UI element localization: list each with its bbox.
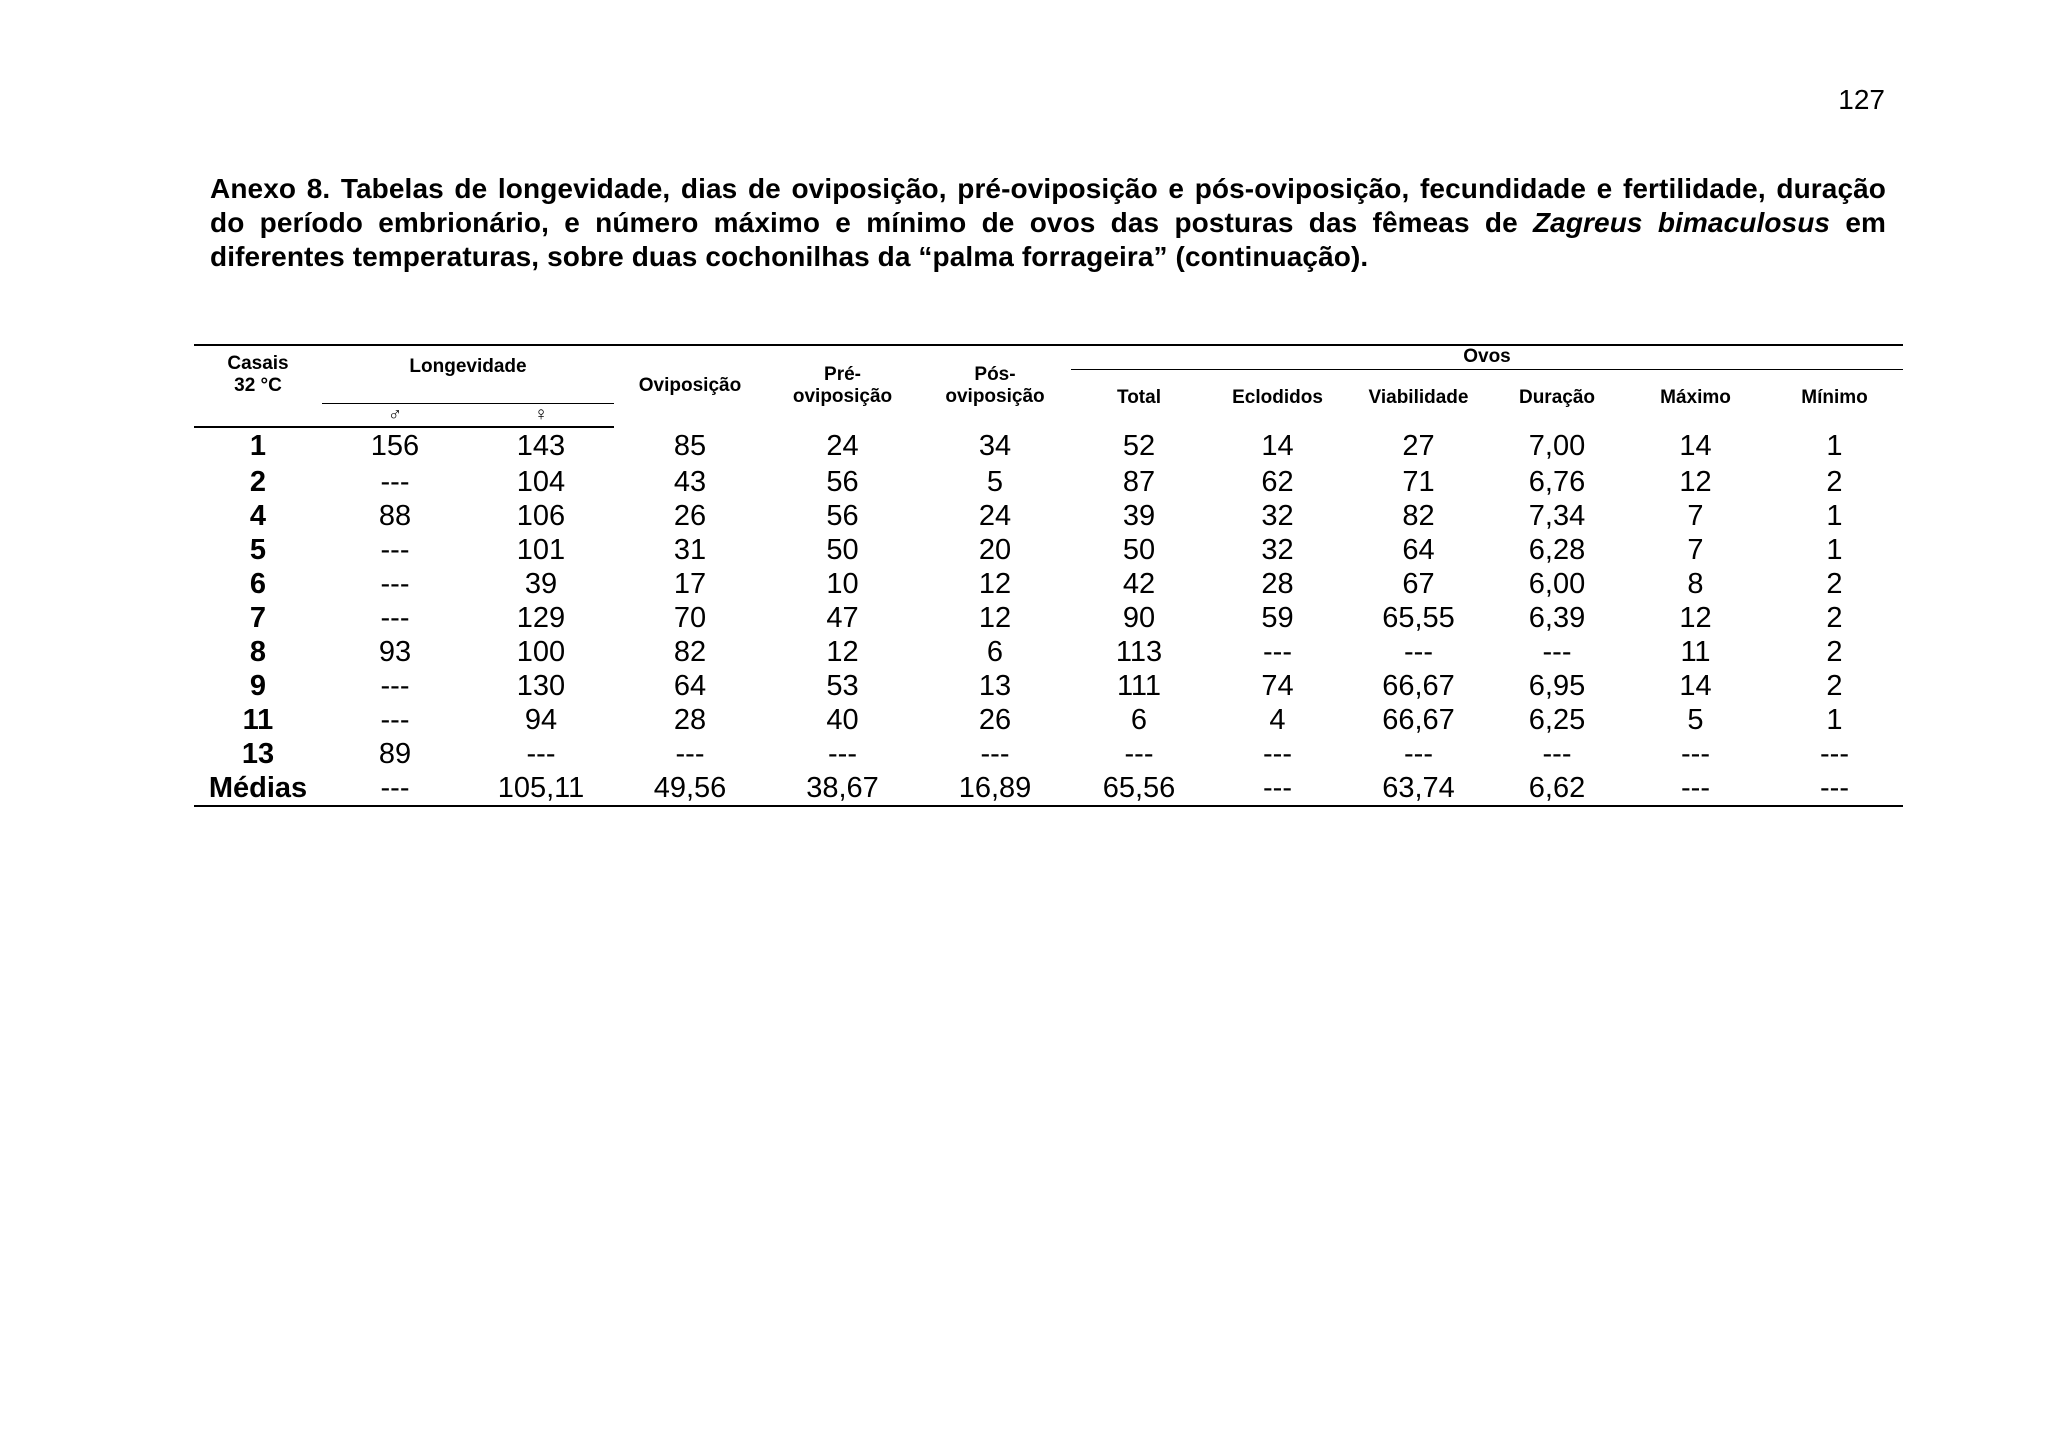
cell-pos-oviposicao: 12 — [978, 567, 1012, 600]
table-row — [194, 499, 1903, 533]
cell-pre-oviposicao: 40 — [826, 703, 859, 736]
cell-maximo: 11 — [1680, 635, 1711, 668]
cell-viabilidade: --- — [1404, 635, 1433, 668]
header-pre-line2: oviposição — [792, 386, 893, 408]
cell-minimo: 2 — [1826, 567, 1843, 600]
cell-pre-oviposicao: 47 — [826, 601, 859, 634]
cell-casal: Médias — [194, 771, 322, 806]
cell-maximo: 12 — [1679, 601, 1712, 634]
cell-ovos-total: 6 — [1130, 703, 1148, 736]
cell-longevidade-femea: 100 — [516, 635, 566, 668]
table-row — [194, 567, 1903, 601]
cell-pre-oviposicao: 24 — [826, 429, 859, 462]
table-row — [194, 635, 1903, 669]
cell-viabilidade: 27 — [1402, 429, 1435, 462]
cell-ovos-total: 52 — [1122, 429, 1156, 462]
table-row — [194, 669, 1903, 703]
table-row — [194, 771, 1903, 806]
cell-viabilidade: 63,74 — [1348, 771, 1489, 806]
cell-duracao: --- — [1542, 635, 1572, 668]
cell-casal: 2 — [249, 465, 267, 498]
cell-minimo: --- — [1820, 737, 1849, 770]
cell-viabilidade: 66,67 — [1382, 703, 1455, 736]
cell-pos-oviposicao: --- — [980, 737, 1010, 770]
cell-ovos-total: 42 — [1122, 567, 1156, 600]
cell-longevidade-macho: --- — [380, 533, 410, 566]
cell-minimo: 2 — [1826, 635, 1843, 668]
cell-maximo: 7 — [1687, 533, 1704, 566]
cell-ovos-total: 113 — [1115, 635, 1163, 668]
cell-ovos-eclodidos: 32 — [1261, 499, 1294, 532]
cell-oviposicao: 70 — [673, 601, 707, 634]
cell-pos-oviposicao: 20 — [978, 533, 1012, 566]
cell-oviposicao: 26 — [673, 499, 707, 532]
cell-casal: 4 — [249, 499, 267, 532]
cell-ovos-total: 87 — [1122, 465, 1156, 498]
cell-pos-oviposicao: 6 — [986, 635, 1004, 668]
cell-pre-oviposicao: 53 — [826, 669, 859, 702]
cell-minimo: --- — [1766, 771, 1903, 806]
cell-longevidade-macho: 88 — [378, 499, 412, 532]
cell-maximo: 14 — [1679, 669, 1712, 702]
cell-viabilidade: 67 — [1402, 567, 1435, 600]
cell-maximo: --- — [1625, 771, 1766, 806]
cell-ovos-eclodidos: 74 — [1261, 669, 1294, 702]
cell-maximo: 14 — [1679, 429, 1712, 462]
cell-oviposicao: 43 — [673, 465, 707, 498]
cell-longevidade-macho: 89 — [378, 737, 412, 770]
cell-duracao: 7,34 — [1528, 499, 1586, 532]
cell-oviposicao: 31 — [673, 533, 707, 566]
cell-longevidade-femea: 104 — [516, 465, 566, 498]
cell-oviposicao: 17 — [673, 567, 707, 600]
cell-ovos-eclodidos: --- — [1263, 635, 1292, 668]
cell-ovos-eclodidos: 4 — [1269, 703, 1286, 736]
cell-duracao: 6,62 — [1489, 771, 1625, 806]
cell-duracao: --- — [1542, 737, 1572, 770]
header-pos-line1: Pós- — [974, 364, 1016, 386]
cell-casal: 6 — [249, 567, 267, 600]
header-oviposicao: Oviposição — [614, 345, 766, 427]
cell-ovos-total: --- — [1124, 737, 1154, 770]
cell-casal: 5 — [249, 533, 267, 566]
cell-longevidade-femea: 101 — [516, 533, 566, 566]
cell-casal: 7 — [249, 601, 267, 634]
cell-ovos-eclodidos: --- — [1207, 771, 1348, 806]
table-row — [194, 737, 1903, 771]
page-number: 127 — [1838, 84, 1885, 115]
header-ovos: Ovos — [1071, 345, 1903, 369]
cell-minimo: 2 — [1826, 601, 1843, 634]
cell-ovos-total: 50 — [1122, 533, 1156, 566]
cell-pre-oviposicao: 12 — [826, 635, 859, 668]
cell-ovos-total: 90 — [1122, 601, 1156, 634]
caption-text-end: em diferentes temperaturas, sobre duas cochonilhas da “palma forrageira” (continuação). — [210, 207, 1886, 272]
cell-pre-oviposicao: 56 — [826, 499, 859, 532]
cell-duracao: 6,95 — [1528, 669, 1586, 702]
cell-oviposicao: 64 — [673, 669, 707, 702]
cell-minimo: 1 — [1826, 533, 1843, 566]
cell-longevidade-femea: 106 — [516, 499, 566, 532]
header-pos-line2: oviposição — [945, 386, 1045, 408]
cell-pre-oviposicao: 10 — [826, 567, 859, 600]
cell-casal: 13 — [241, 737, 275, 770]
header-casais-line2: 32 °C — [234, 374, 282, 396]
cell-maximo: 12 — [1679, 465, 1712, 498]
cell-oviposicao: 28 — [673, 703, 707, 736]
cell-viabilidade: 71 — [1402, 465, 1435, 498]
cell-pos-oviposicao: 26 — [978, 703, 1012, 736]
cell-ovos-total: 65,56 — [1071, 771, 1207, 806]
cell-longevidade-femea: 105,11 — [468, 771, 614, 806]
header-total: Total — [1117, 387, 1161, 408]
cell-duracao: 6,25 — [1528, 703, 1586, 736]
cell-maximo: --- — [1681, 737, 1710, 770]
cell-ovos-eclodidos: --- — [1263, 737, 1292, 770]
header-pre-oviposicao — [766, 345, 919, 427]
table-row — [194, 601, 1903, 635]
header-female-symbol: ♀ — [468, 403, 614, 427]
cell-maximo: 5 — [1687, 703, 1704, 736]
cell-longevidade-femea: 130 — [516, 669, 566, 702]
cell-pos-oviposicao: 16,89 — [919, 771, 1071, 806]
table-body — [194, 427, 1903, 806]
cell-ovos-total: 39 — [1122, 499, 1156, 532]
header-casais — [194, 345, 322, 403]
cell-oviposicao: 85 — [673, 429, 707, 462]
cell-longevidade-macho: --- — [380, 465, 410, 498]
cell-ovos-eclodidos: 59 — [1261, 601, 1294, 634]
table-row — [194, 465, 1903, 499]
header-pos-oviposicao — [919, 345, 1071, 427]
table-header — [194, 345, 1903, 427]
header-eclodidos: Eclodidos — [1232, 387, 1323, 408]
table-row — [194, 427, 1903, 465]
cell-pos-oviposicao: 12 — [978, 601, 1012, 634]
cell-minimo: 1 — [1826, 703, 1843, 736]
cell-casal: 8 — [249, 635, 267, 668]
caption-text: Anexo 8. Tabelas de longevidade, dias de oviposição, pré-oviposição e pós-oviposição, fecundidade e fertilidade, duração do período embrionário, e número máximo e mínimo de ovos das posturas das fêmeas de — [210, 173, 1886, 238]
cell-duracao: 6,28 — [1528, 533, 1586, 566]
cell-minimo: 1 — [1826, 499, 1843, 532]
cell-pre-oviposicao: --- — [828, 737, 857, 770]
cell-casal: 1 — [249, 430, 267, 462]
cell-longevidade-macho: --- — [380, 703, 410, 736]
cell-casal: 11 — [242, 703, 274, 736]
cell-minimo: 2 — [1826, 669, 1843, 702]
cell-duracao: 6,39 — [1528, 601, 1586, 634]
cell-viabilidade: 64 — [1402, 533, 1435, 566]
header-minimo: Mínimo — [1801, 387, 1868, 408]
cell-duracao: 7,00 — [1528, 429, 1586, 462]
cell-pre-oviposicao: 56 — [826, 465, 859, 498]
cell-viabilidade: 65,55 — [1382, 601, 1455, 634]
header-maximo: Máximo — [1660, 387, 1731, 408]
cell-pos-oviposicao: 24 — [978, 499, 1012, 532]
cell-viabilidade: 82 — [1402, 499, 1435, 532]
header-viabilidade: Viabilidade — [1368, 387, 1469, 408]
table-row — [194, 533, 1903, 567]
cell-longevidade-macho: --- — [380, 601, 410, 634]
cell-minimo: 2 — [1826, 465, 1843, 498]
species-name: Zagreus bimaculosus — [1532, 207, 1831, 238]
cell-longevidade-macho: --- — [380, 669, 410, 702]
cell-pos-oviposicao: 34 — [978, 429, 1012, 462]
cell-pre-oviposicao: 38,67 — [766, 771, 919, 806]
table-row — [194, 703, 1903, 737]
cell-maximo: 7 — [1687, 499, 1704, 532]
cell-ovos-eclodidos: 28 — [1261, 567, 1294, 600]
cell-pre-oviposicao: 50 — [826, 533, 859, 566]
cell-minimo: 1 — [1826, 429, 1843, 462]
cell-viabilidade: --- — [1404, 737, 1433, 770]
cell-longevidade-femea: 39 — [524, 567, 558, 600]
cell-maximo: 8 — [1687, 567, 1704, 600]
cell-duracao: 6,00 — [1528, 567, 1586, 600]
header-duracao: Duração — [1518, 387, 1596, 408]
cell-ovos-eclodidos: 32 — [1261, 533, 1294, 566]
cell-oviposicao: --- — [675, 737, 705, 770]
cell-longevidade-macho: 156 — [370, 430, 420, 462]
data-table — [194, 344, 1903, 807]
cell-oviposicao: 82 — [673, 635, 707, 668]
cell-ovos-total: 111 — [1116, 669, 1162, 702]
cell-pos-oviposicao: 13 — [978, 669, 1012, 702]
header-longevidade: Longevidade — [322, 345, 614, 403]
cell-longevidade-femea: --- — [526, 737, 556, 770]
cell-longevidade-femea: 143 — [516, 430, 566, 462]
cell-ovos-eclodidos: 14 — [1261, 429, 1294, 462]
cell-duracao: 6,76 — [1528, 465, 1586, 498]
cell-longevidade-macho: --- — [380, 567, 410, 600]
cell-viabilidade: 66,67 — [1382, 669, 1455, 702]
table-caption — [210, 172, 1886, 274]
header-pre-line1: Pré- — [824, 364, 861, 386]
cell-ovos-eclodidos: 62 — [1261, 465, 1294, 498]
cell-longevidade-femea: 129 — [516, 601, 566, 634]
cell-pos-oviposicao: 5 — [986, 465, 1004, 498]
cell-casal: 9 — [249, 669, 267, 702]
header-casais-line1: Casais — [227, 352, 289, 374]
cell-longevidade-femea: 94 — [524, 703, 558, 736]
header-male-symbol: ♂ — [322, 403, 468, 427]
cell-oviposicao: 49,56 — [614, 771, 766, 806]
cell-longevidade-macho: --- — [322, 771, 468, 806]
cell-longevidade-macho: 93 — [378, 635, 412, 668]
header-casais-spacer — [194, 403, 322, 427]
